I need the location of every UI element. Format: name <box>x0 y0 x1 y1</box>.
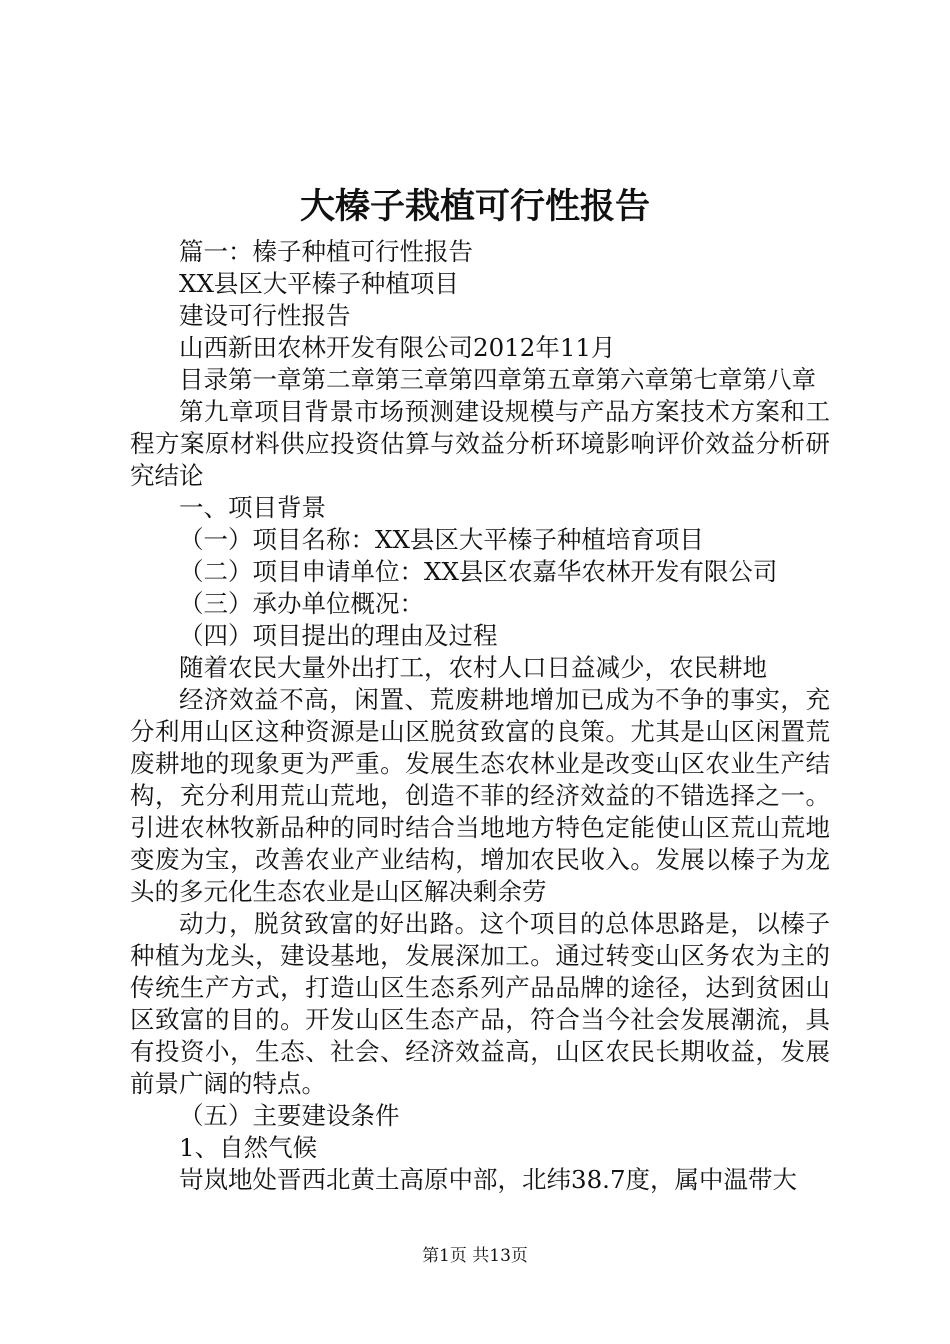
document-title: 大榛子栽植可行性报告 <box>299 186 650 227</box>
page-footer: 第1页 共13页 <box>422 1246 528 1266</box>
paragraph: （五）主要建设条件 <box>179 1101 400 1130</box>
paragraph: 随着农民大量外出打工，农村人口日益减少，农民耕地 <box>179 653 767 682</box>
paragraph: （三）承办单位概况： <box>179 589 424 618</box>
paragraph: （一）项目名称：XX县区大平榛子种植培育项目 <box>179 525 704 554</box>
paragraph: 动力，脱贫致富的好出路。这个项目的总体思路是，以榛子种植为龙头，建设基地，发展深加工。通过转变山区务农为主的传统生产方式，打造山区生态系列产品品牌的途径，达到贫困山区致富的目的。开发山区生态产品，符合当今社会发展潮流，具有投资小，生态、社会、经济效益高，山区农民长期收益，发展前景广阔的特点。 <box>130 909 830 1098</box>
paragraph: 山西新田农林开发有限公司2012年11月 <box>179 333 616 362</box>
document-body <box>130 236 830 1196</box>
paragraph: 岢岚地处晋西北黄土高原中部，北纬38.7度，属中温带大 <box>179 1165 798 1194</box>
paragraph: 目录第一章第二章第三章第四章第五章第六章第七章第八章 <box>179 365 816 394</box>
paragraph: 一、项目背景 <box>179 493 326 522</box>
paragraph: 篇一：榛子种植可行性报告 <box>179 237 473 266</box>
paragraph: XX县区大平榛子种植项目 <box>179 269 459 298</box>
paragraph: （四）项目提出的理由及过程 <box>179 621 498 650</box>
paragraph: （二）项目申请单位：XX县区农嘉华农林开发有限公司 <box>179 557 778 586</box>
paragraph: 建设可行性报告 <box>179 301 351 330</box>
paragraph: 第九章项目背景市场预测建设规模与产品方案技术方案和工程方案原材料供应投资估算与效益分析环境影响评价效益分析研究结论 <box>130 397 830 490</box>
paragraph: 经济效益不高，闲置、荒废耕地增加已成为不争的事实，充分利用山区这种资源是山区脱贫致富的良策。尤其是山区闲置荒废耕地的现象更为严重。发展生态农林业是改变山区农业生产结构，充分利用荒山荒地，创造不菲的经济效益的不错选择之一。引进农林牧新品种的同时结合当地地方特色定能使山区荒山荒地变废为宝，改善农业产业结构，增加农民收入。发展以榛子为龙头的多元化生态农业是山区解决剩余劳 <box>130 685 830 906</box>
paragraph: 1、自然气候 <box>179 1133 318 1162</box>
